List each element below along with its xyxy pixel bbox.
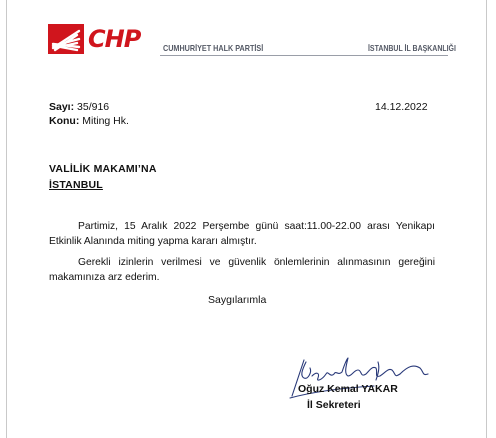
signatory-name: Oğuz Kemal YAKAR (298, 383, 398, 395)
chp-logo (48, 24, 156, 54)
subject-value: Miting Hk. (82, 115, 129, 127)
logo-wordmark: CHP (88, 25, 141, 53)
closing-salutation: Saygılarımla (208, 294, 267, 306)
party-name: CUMHURİYET HALK PARTİSİ (163, 43, 264, 53)
number-label: Sayı: (49, 101, 75, 113)
page-left-edge (6, 0, 7, 438)
body-paragraph-2: Gerekli izinlerin verilmesi ve güvenlik önlemlerinin alınmasının gereğini makamınıza arz ederim. (49, 257, 435, 283)
organization-name: İSTANBUL İL BAŞKANLIĞI (368, 43, 456, 53)
body-paragraph-1: Partimiz, 15 Aralık 2022 Perşembe günü saat:11.00-22.00 arası Yenikapı Etkinlik Alanında miting yapma kararı almıştır. (49, 221, 435, 247)
signatory-title: İl Sekreteri (307, 399, 361, 411)
subject-label: Konu: (49, 115, 80, 127)
page-right-edge (486, 0, 487, 438)
six-arrows-icon (48, 24, 84, 54)
header-divider (160, 55, 448, 56)
document-number (49, 101, 109, 113)
number-value: 35/916 (77, 101, 110, 113)
document-subject (49, 115, 129, 127)
document-date: 14.12.2022 (375, 101, 428, 113)
recipient-city: İSTANBUL (49, 179, 103, 191)
recipient-authority: VALİLİK MAKAMI’NA (49, 163, 157, 175)
